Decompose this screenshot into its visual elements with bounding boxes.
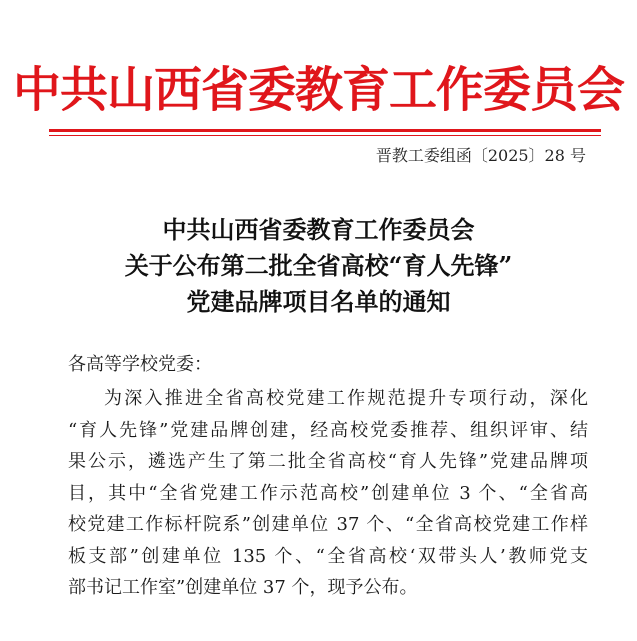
body-paragraph (68, 383, 588, 604)
body-line: 校党建工作标杆院系”创建单位 37 个、“全省高校党建工作样 (68, 514, 588, 535)
document-number: 晋教工委组函〔2025〕28 号 (375, 146, 586, 165)
body-line: 板支部”创建单位 135 个、“全省高校‘双带头人’教师党支 (68, 545, 588, 567)
masthead-red-rule-thin (49, 135, 601, 136)
salutation: 各高等学校党委： (68, 354, 212, 375)
body-line: 果公示，遴选产生了第二批全省高校“育人先锋”党建品牌项 (68, 451, 588, 472)
masthead-red-rule-thick (49, 129, 601, 132)
body-line: 为深入推进全省高校党建工作规范提升专项行动，深化 (104, 388, 588, 409)
document-title (0, 212, 637, 320)
body-line: 目，其中“全省党建工作示范高校”创建单位 3 个、“全省高 (68, 482, 588, 504)
body-line: 部书记工作室”创建单位 37 个，现予公布。 (68, 577, 418, 598)
masthead-title: 中共山西省委教育工作委员会 (12, 62, 624, 118)
title-line-2: 关于公布第二批全省高校“育人先锋” (124, 251, 513, 280)
title-line-3: 党建品牌项目名单的通知 (186, 287, 451, 316)
body-line: “育人先锋”党建品牌创建，经高校党委推荐、组织评审、结 (68, 419, 588, 441)
title-line-1: 中共山西省委教育工作委员会 (162, 215, 475, 244)
